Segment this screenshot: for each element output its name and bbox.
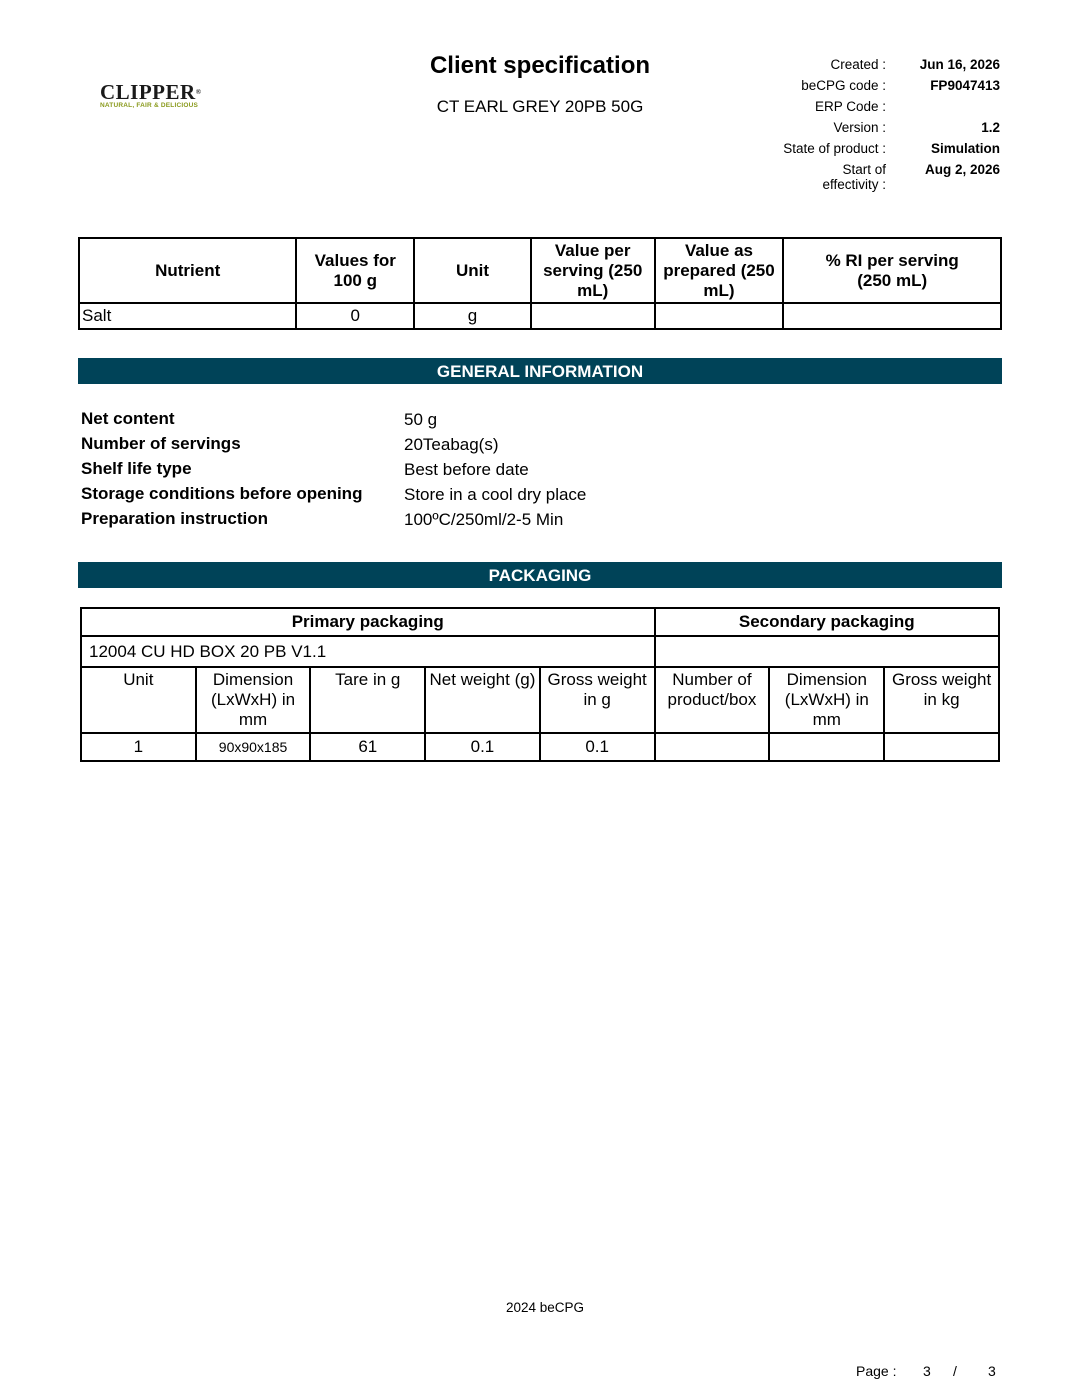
meta-effectivity-label: Start of effectivity : xyxy=(822,162,886,192)
product-name: CT EARL GREY 20PB 50G xyxy=(436,97,644,116)
packaging-group-row xyxy=(81,608,999,636)
meta-version-label: Version : xyxy=(833,120,886,135)
meta-state-label: State of product : xyxy=(783,141,886,156)
pack-dimension-value: 90x90x185 xyxy=(196,733,311,761)
meta-created-value: Jun 16, 2026 xyxy=(919,57,1000,72)
footer-text: 2024 beCPG xyxy=(505,1300,585,1315)
pack-net-weight-value: 0.1 xyxy=(425,733,540,761)
pack-col-gross-weight: Gross weight in g xyxy=(540,667,655,733)
secondary-packaging-header: Secondary packaging xyxy=(655,608,1000,636)
nutrition-col-prepared: Value as prepared (250 mL) xyxy=(655,238,784,303)
nutrition-col-ri: % RI per serving (250 mL) xyxy=(783,238,1001,303)
nutrient-ri xyxy=(783,303,1001,329)
primary-packaging-header: Primary packaging xyxy=(81,608,655,636)
nutrition-table xyxy=(78,237,1002,330)
meta-version-value: 1.2 xyxy=(981,120,1000,135)
nutrition-col-per100g: Values for 100 g xyxy=(296,238,414,303)
logo-brand: CLIPPER® xyxy=(100,80,202,104)
table-row xyxy=(79,303,1001,329)
page-current: 3 xyxy=(923,1363,931,1379)
nutrient-value-prepared xyxy=(655,303,784,329)
primary-packaging-item: 12004 CU HD BOX 20 PB V1.1 xyxy=(81,636,655,667)
meta-state-value: Simulation xyxy=(930,141,1000,156)
nutrient-value-serving xyxy=(531,303,655,329)
secondary-packaging-item xyxy=(655,636,1000,667)
nutrient-name: Salt xyxy=(79,303,296,329)
packaging-table xyxy=(80,607,1000,762)
pack-col-unit: Unit xyxy=(81,667,196,733)
nutrient-value-100g: 0 xyxy=(296,303,414,329)
pack-col-secondary-dimension: Dimension (LxWxH) in mm xyxy=(769,667,884,733)
pack-unit-value: 1 xyxy=(81,733,196,761)
pack-col-secondary-gross-weight: Gross weight in kg xyxy=(884,667,999,733)
storage-label: Storage conditions before opening xyxy=(81,484,363,503)
nutrition-col-unit: Unit xyxy=(414,238,531,303)
nutrition-header-row xyxy=(79,238,1001,303)
pack-col-tare: Tare in g xyxy=(310,667,425,733)
pack-tare-value: 61 xyxy=(310,733,425,761)
pack-products-per-box-value xyxy=(655,733,770,761)
table-row xyxy=(81,733,999,761)
nutrition-col-per-serving: Value per serving (250 mL) xyxy=(531,238,655,303)
meta-becpg-code-label: beCPG code : xyxy=(801,78,886,93)
pack-secondary-gross-weight-value xyxy=(884,733,999,761)
packaging-heading: PACKAGING xyxy=(78,562,1002,588)
servings-value: 20Teabag(s) xyxy=(404,435,499,454)
clipper-logo xyxy=(100,82,210,114)
servings-label: Number of servings xyxy=(81,434,241,453)
pack-gross-weight-value: 0.1 xyxy=(540,733,655,761)
packaging-columns-row xyxy=(81,667,999,733)
packaging-item-row xyxy=(81,636,999,667)
page-label: Page : xyxy=(856,1363,897,1379)
preparation-label: Preparation instruction xyxy=(81,509,269,528)
pack-col-products-per-box: Number of product/box xyxy=(655,667,770,733)
pack-col-net-weight: Net weight (g) xyxy=(425,667,540,733)
meta-becpg-code-value: FP9047413 xyxy=(930,78,1000,93)
shelf-life-label: Shelf life type xyxy=(81,459,192,478)
storage-value: Store in a cool dry place xyxy=(404,485,587,504)
pack-secondary-dimension-value xyxy=(769,733,884,761)
page-total: 3 xyxy=(988,1363,996,1379)
logo-tagline: NATURAL, FAIR & DELICIOUS xyxy=(100,102,199,109)
general-information-heading: GENERAL INFORMATION xyxy=(78,358,1002,384)
nutrient-unit: g xyxy=(414,303,531,329)
document-title: Client specification xyxy=(429,52,651,79)
meta-created-label: Created : xyxy=(830,57,886,72)
nutrition-col-nutrient: Nutrient xyxy=(79,238,296,303)
meta-erp-code-label: ERP Code : xyxy=(814,99,886,114)
page-separator: / xyxy=(953,1363,957,1379)
net-content-label: Net content xyxy=(81,409,175,428)
shelf-life-value: Best before date xyxy=(404,460,529,479)
meta-effectivity-value: Aug 2, 2026 xyxy=(924,162,1000,177)
net-content-value: 50 g xyxy=(404,410,438,429)
preparation-value: 100ºC/250ml/2-5 Min xyxy=(404,510,564,529)
pack-col-dimension: Dimension (LxWxH) in mm xyxy=(196,667,311,733)
